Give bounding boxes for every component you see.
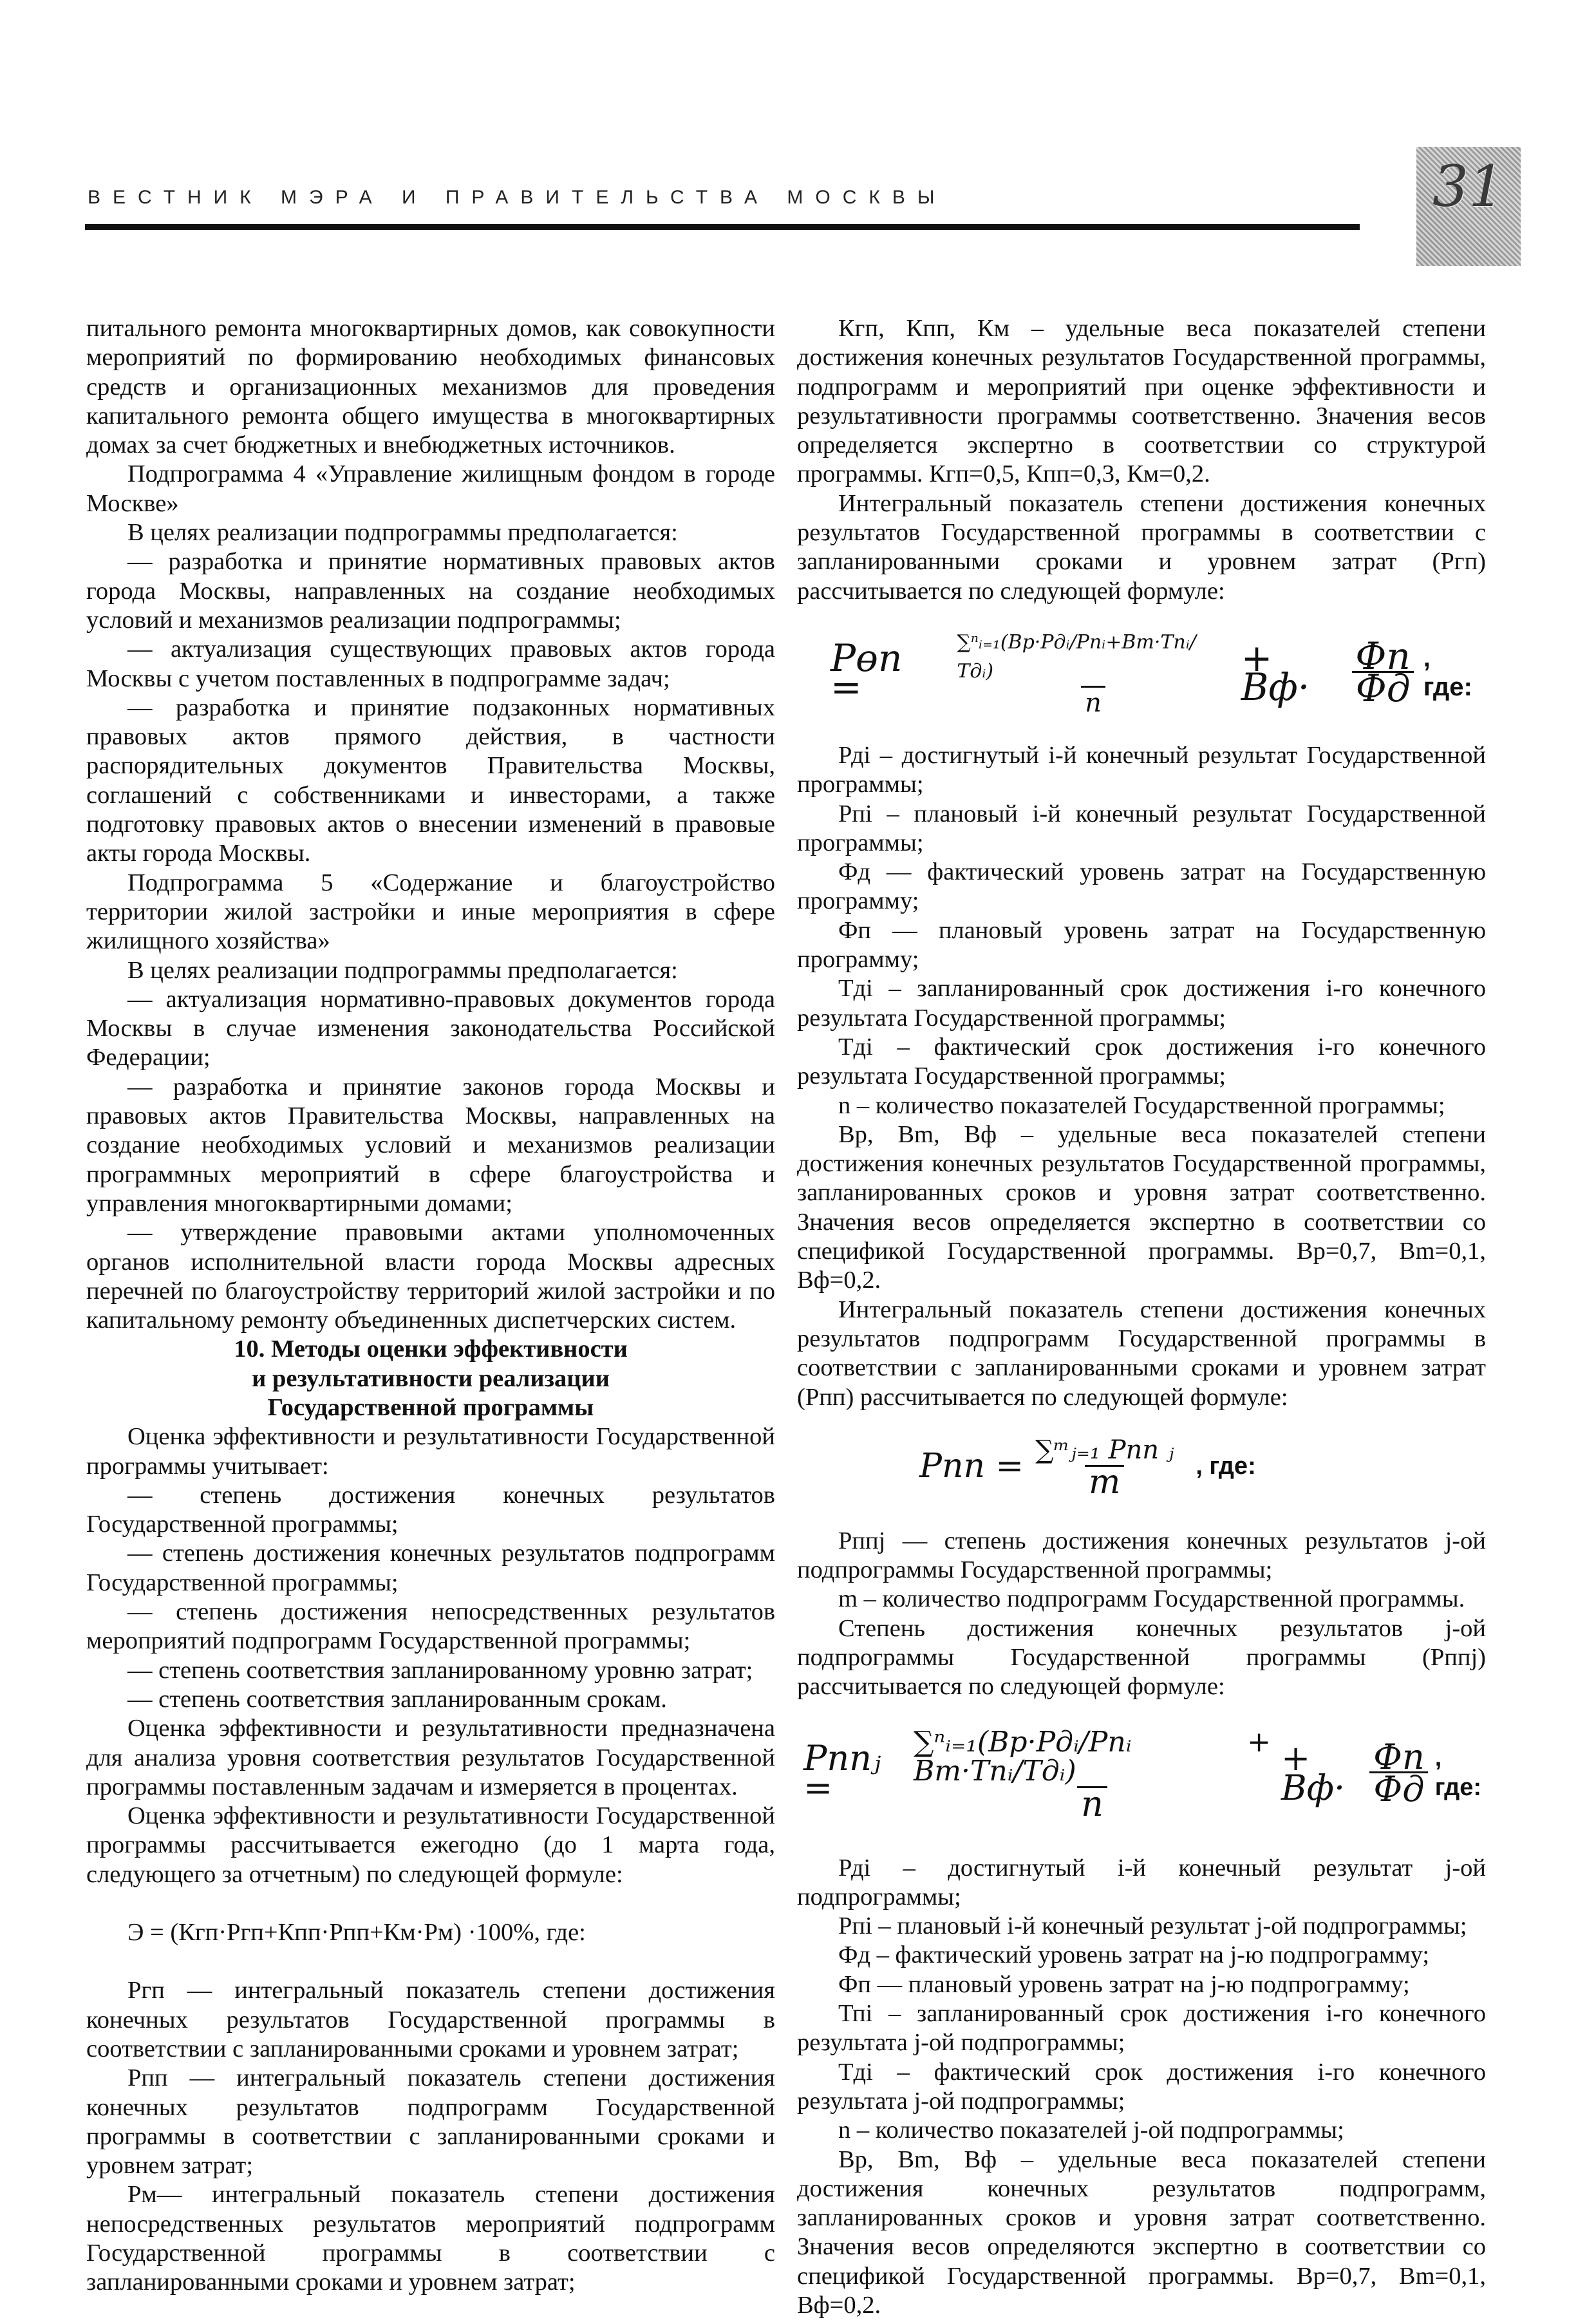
- right-paragraph-15: Рдi – достигнутый i-й конечный результат j-ой подпрограммы;: [797, 1854, 1486, 1910]
- formula-rppj-cost-denominator: Фд: [1369, 1771, 1428, 1804]
- right-paragraph-9: n – количество показателей Государственной программы;: [838, 1091, 1445, 1119]
- formula-rgp-lhs: Рөп =: [831, 636, 903, 709]
- left-paragraph-15: — степень достижения непосредственных результатов мероприятий подпрограмм Государственной программы;: [86, 1598, 775, 1655]
- right-paragraph-22: Вр, Вm, Вф – удельные веса показателей степени достижения конечных результатов подпрограмм, запланированных сроков и уровня затрат соответственно. Значения весов определяются экспертно в соответствии со спецификой Государственной программы. Вр=0,7, Вm=0,1, Вф=0,2.: [797, 2146, 1486, 2319]
- right-paragraph-7: Тдi – запланированный срок достижения i-го конечного результата Государственной программы;: [797, 975, 1486, 1032]
- right-paragraph-4: Рпi – плановый i-й конечный результат Государственной программы;: [797, 800, 1486, 856]
- formula-rpp-gde: , где:: [1196, 1453, 1256, 1480]
- right-paragraph-1: Кгп, Кпп, Км – удельные веса показателей степени достижения конечных результатов Государственной программы, подпрограмм и мероприятий при оценке эффективности и результативности программы соответственно. Значения весов определяется экспертно в соответствии со структурой программы. Кгп=0,5, Кпп=0,3, Км=0,2.: [797, 315, 1486, 488]
- left-paragraph-5: — актуализация существующих правовых актов города Москвы с учетом поставленных в подпрограмме задач;: [86, 636, 775, 692]
- formula-rgp-cost-denominator: Фд: [1352, 671, 1414, 703]
- left-paragraph-17: — степень соответствия запланированным срокам.: [127, 1685, 667, 1713]
- formula-rpp-fraction: [1031, 1435, 1178, 1502]
- section-heading-line-3: Государственной программы: [267, 1393, 594, 1421]
- left-paragraph-22: Рм— интегральный показатель степени достижения непосредственных результатов мероприятий подпрограмм Государственной программы в соответствии с запланированными сроками и уровнем затрат;: [86, 2181, 775, 2296]
- formula-rppj: [803, 1706, 1486, 1841]
- right-paragraph-5: Фд — фактический уровень затрат на Государственную программу;: [797, 858, 1486, 915]
- left-paragraph-16: — степень соответствия запланированному уровню затрат;: [127, 1656, 753, 1684]
- right-paragraph-18: Фп — плановый уровень затрат на j-ю подпрограмму;: [838, 1970, 1410, 1998]
- left-paragraph-13: — степень достижения конечных результатов Государственной программы;: [86, 1481, 775, 1538]
- formula-rppj-cost-fraction: [1369, 1736, 1429, 1810]
- formula-rpp: [919, 1419, 1486, 1515]
- right-paragraph-20: Тдi – фактический срок достижения i-го конечного результата j-ой подпрограммы;: [797, 2058, 1486, 2115]
- formula-rpp-denominator: m: [1085, 1465, 1124, 1497]
- formula-rgp-plus: + Вф·: [1241, 636, 1310, 709]
- left-paragraph-10: — разработка и принятие законов города Москвы и правовых актов Правительства Москвы, направленных на создание необходимых условий и механизмов реализации программных мероприятий в сфере благоустройства и управления многоквартирными домами;: [86, 1073, 775, 1217]
- right-paragraph-12: Рппj — степень достижения конечных результатов j-ой подпрограммы Государственной программы;: [797, 1527, 1486, 1584]
- left-paragraph-14: — степень достижения конечных результатов подпрограмм Государственной программы;: [86, 1540, 775, 1596]
- right-paragraph-10: Вр, Вm, Вф – удельные веса показателей степени достижения конечных результатов Государственной программы, запланированных сроков и уровня затрат соответственно. Значения весов определяется экспертно в соответствии со спецификой Государственной программы. Вр=0,7, Вm=0,1, Вф=0,2.: [797, 1120, 1486, 1294]
- formula-rppj-plus: + Вф·: [1281, 1738, 1346, 1808]
- formula-rppj-denominator: n: [1077, 1786, 1107, 1818]
- formula-rpp-lhs: Рпп =: [919, 1447, 1024, 1486]
- formula-rppj-cost-numerator: Фп: [1373, 1736, 1425, 1777]
- right-column: [797, 314, 1486, 2320]
- left-paragraph-20: Ргп — интегральный показатель степени достижения конечных результатов Государственной программы в соответствии с запланированными сроками и уровнем затрат;: [86, 1977, 775, 2062]
- left-paragraph-2: Подпрограмма 4 «Управление жилищным фондом в городе Москве»: [86, 460, 775, 517]
- formula-rgp-cost-numerator: Фп: [1355, 634, 1411, 679]
- running-title: ВЕСТНИК МЭРА И ПРАВИТЕЛЬСТВА МОСКВЫ: [88, 187, 947, 208]
- section-heading-line-1: 10. Методы оценки эффективности: [234, 1335, 628, 1363]
- right-paragraph-2: Интегральный показатель степени достижения конечных результатов Государственной программы в соответствии с запланированными сроками и уровнем затрат (Ргп) рассчитывается по следующей формуле:: [797, 489, 1486, 605]
- left-paragraph-9: — актуализация нормативно-правовых документов города Москвы в случае изменения законодательства Российской Федерации;: [86, 985, 775, 1071]
- header-rule: [85, 224, 1360, 230]
- right-paragraph-14: Степень достижения конечных результатов j-ой подпрограммы Государственной программы (Рппj) рассчитывается по следующей формуле:: [797, 1614, 1486, 1701]
- left-paragraph-4: — разработка и принятие нормативных правовых актов города Москвы, направленных на создание необходимых условий и механизмов реализации подпрограммы;: [86, 548, 775, 634]
- formula-rgp-main-fraction: [953, 628, 1233, 719]
- page-number-box: [1416, 147, 1521, 266]
- left-paragraph-19: Оценка эффективности и результативности Государственной программы рассчитывается ежегодно (до 1 марта года, следующего за отчетным) по следующей формуле:: [86, 1802, 775, 1888]
- formula-rgp-denominator: n: [1081, 686, 1105, 718]
- right-paragraph-11: Интегральный показатель степени достижения конечных результатов подпрограмм Государственной программы в соответствии с запланированными сроками и уровнем затрат (Рпп) рассчитывается по следующей формуле:: [797, 1296, 1486, 1411]
- left-paragraph-12: Оценка эффективности и результативности Государственной программы учитывает:: [86, 1423, 775, 1480]
- left-paragraph-8: В целях реализации подпрограммы предполагается:: [127, 956, 678, 984]
- efficiency-formula: Э = (Кгп·Ргп+Кпп·Рпп+Км·Рм) ·100%, где:: [127, 1919, 586, 1947]
- right-paragraph-17: Фд – фактический уровень затрат на j-ю подпрограмму;: [838, 1941, 1430, 1969]
- formula-rgp-numerator: ∑ⁿᵢ₌₁(Вр·Рдᵢ/Рпᵢ+Вт·Тпᵢ/Тдᵢ): [957, 630, 1196, 683]
- formula-rppj-main-fraction: [910, 1726, 1275, 1824]
- right-paragraph-19: Тпi – запланированный срок достижения i-го конечного результата j-ой подпрограммы;: [797, 2000, 1486, 2057]
- page-number: 31: [1432, 153, 1505, 220]
- formula-rpp-numerator: ∑ᵐⱼ₌₁ Рпп ⱼ: [1035, 1435, 1174, 1465]
- left-paragraph-18: Оценка эффективности и результативности предназначена для анализа уровня соответствия результатов Государственной программы поставленным задачам и измеряется в процентах.: [86, 1715, 775, 1800]
- right-paragraph-3: Рдi – достигнутый i-й конечный результат Государственной программы;: [797, 741, 1486, 798]
- left-column: [86, 314, 775, 2297]
- left-paragraph-3: В целях реализации подпрограммы предполагается:: [127, 519, 678, 547]
- left-paragraph-21: Рпп — интегральный показатель степени достижения конечных результатов подпрограмм Государственной программы в соответствии с запланированными сроками и уровнем затрат;: [86, 2064, 775, 2180]
- left-paragraph-11: — утверждение правовыми актами уполномоченных органов исполнительной власти города Москвы адресных перечней по благоустройству территорий жилой застройки и по капитальному ремонту объединенных диспетчерских систем.: [86, 1219, 775, 1334]
- section-heading-line-2: и результативности реализации: [252, 1364, 610, 1392]
- formula-rgp-gde: , где:: [1423, 643, 1472, 701]
- formula-rgp-cost-fraction: [1351, 634, 1414, 711]
- formula-rppj-lhs: Рппⱼ =: [803, 1738, 881, 1808]
- formula-rgp: [831, 618, 1486, 728]
- left-paragraph-1: питального ремонта многоквартирных домов, как совокупности мероприятий по формированию необходимых финансовых средств и организационных механизмов для проведения капитального ремонта общего имущества в многоквартирных домах за счет бюджетных и внебюджетных источников.: [86, 315, 775, 459]
- right-paragraph-21: n – количество показателей j-ой подпрограммы;: [838, 2117, 1344, 2144]
- right-paragraph-8: Тдi – фактический срок достижения i-го конечного результата Государственной программы;: [797, 1033, 1486, 1090]
- formula-rppj-numerator: ∑ⁿᵢ₌₁(Вр·Рдᵢ/Рпᵢ + Вт·Тпᵢ/Тдᵢ): [913, 1726, 1272, 1788]
- left-paragraph-7: Подпрограмма 5 «Содержание и благоустройство территории жилой застройки и иные мероприятия в сфере жилищного хозяйства»: [86, 869, 775, 955]
- left-paragraph-6: — разработка и принятие подзаконных нормативных правовых актов прямого действия, в частности распорядительных документов Правительства Москвы, соглашений с собственниками и инвесторами, а также подготовку правовых актов о внесении изменений в правовые акты города Москвы.: [86, 693, 775, 867]
- formula-rppj-gde: , где:: [1434, 1744, 1482, 1801]
- right-paragraph-6: Фп — плановый уровень затрат на Государственную программу;: [797, 916, 1486, 974]
- right-paragraph-16: Рпi – плановый i-й конечный результат j-ой подпрограммы;: [838, 1912, 1467, 1940]
- right-paragraph-13: m – количество подпрограмм Государственной программы.: [838, 1585, 1465, 1613]
